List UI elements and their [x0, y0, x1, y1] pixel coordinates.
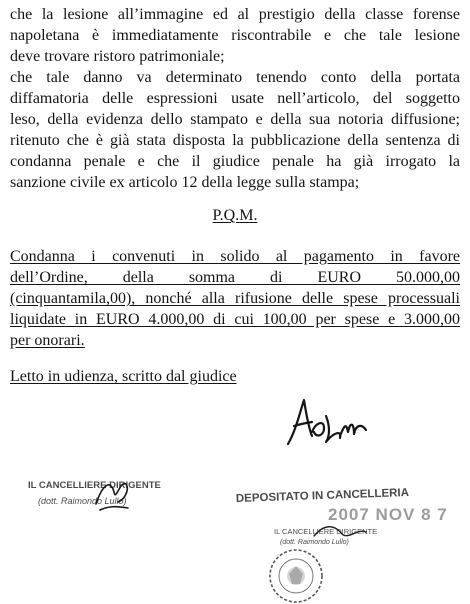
cancelliere-stamp-name: (dott. Raimondo Lullo)	[38, 496, 127, 506]
cancelliere-stamp-title: IL CANCELLIERE DIRIGENTE	[28, 480, 161, 491]
pqm-heading: P.Q.M.	[212, 207, 258, 224]
body-line: che la lesione all’immagine ed al prestigio della classe forense	[10, 6, 460, 23]
ruling-line: dell’Ordine, della somma di EURO 50.000,00	[10, 269, 460, 286]
ruling-line: liquidate in EURO 4.000,00 di cui 100,00 per spese e 3.000,00	[10, 311, 460, 328]
ruling-line: (cinquantamila,00), nonché alla rifusione delle spese processuali	[10, 290, 460, 307]
deposit-stamp-date: 2007 NOV 8 7	[328, 505, 448, 524]
deposit-stamp-officer: IL CANCELLIERE DIRIGENTE	[274, 527, 378, 536]
ruling-line: per onorari.	[10, 332, 85, 349]
ruling-line: Condanna i convenuti in solido al pagamento in favore	[10, 248, 460, 265]
body-line: diffamatoria delle espressioni usate nell’articolo, del soggetto	[10, 90, 460, 107]
judge-signature	[282, 392, 372, 450]
court-seal-icon	[270, 550, 322, 602]
ruling-paragraph	[10, 246, 460, 351]
deposit-stamp-title: DEPOSITATO IN CANCELLERIA	[235, 486, 410, 505]
body-line: sanzione civile ex articolo 12 della legge sulla stampa;	[10, 174, 360, 191]
deposit-stamp-officer-name: (dott. Raimondo Lullo)	[280, 539, 349, 546]
cancelliere-stamp	[6, 470, 176, 520]
body-line: deve trovare ristoro patrimoniale;	[10, 48, 225, 65]
body-paragraph	[10, 4, 460, 193]
body-line: ritenuto che è già stata disposta la pubblicazione della sentenza di	[10, 132, 460, 149]
body-line: che tale danno va determinato tenendo conto della portata	[10, 69, 460, 86]
deposit-stamp	[234, 478, 470, 604]
closing-line: Letto in udienza, scritto dal giudice	[10, 368, 237, 385]
body-line: napoletana è immediatamente riscontrabile e che tale lesione	[10, 27, 460, 44]
body-line: leso, della evidenza dello stampato e della sua notoria diffusione;	[10, 111, 460, 128]
body-line: condanna penale e che il giudice penale ha già irrogato la	[10, 153, 460, 170]
